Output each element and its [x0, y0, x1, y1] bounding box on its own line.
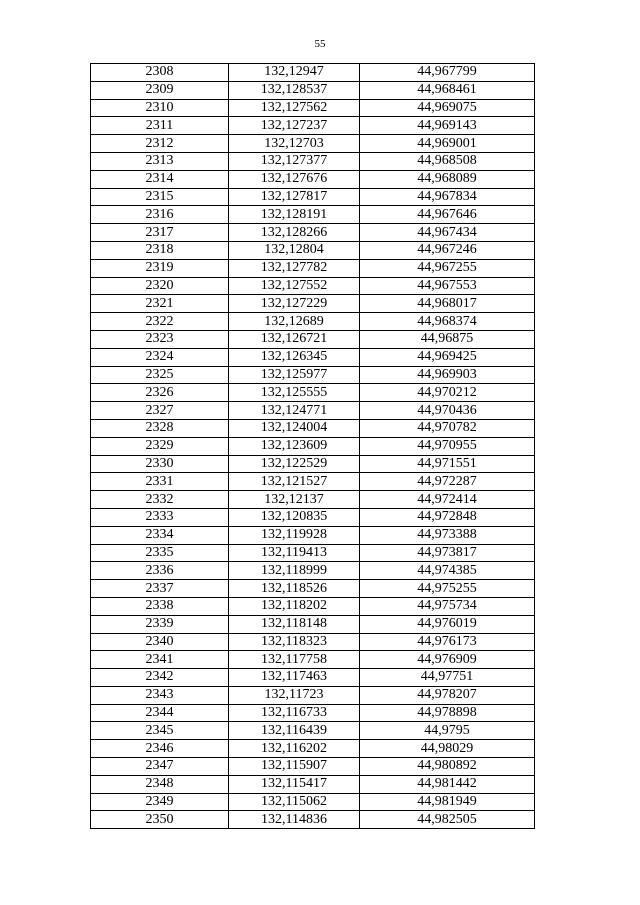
y-coordinate-cell: 44,970436 — [360, 402, 535, 420]
x-coordinate-cell: 132,12804 — [229, 241, 360, 259]
point-number-cell: 2313 — [91, 152, 229, 170]
point-number-cell: 2330 — [91, 455, 229, 473]
point-number-cell: 2337 — [91, 580, 229, 598]
point-number-cell: 2317 — [91, 224, 229, 242]
table-row — [91, 170, 535, 188]
table-row — [91, 562, 535, 580]
x-coordinate-cell: 132,127562 — [229, 99, 360, 117]
y-coordinate-cell: 44,96875 — [360, 330, 535, 348]
y-coordinate-cell: 44,970955 — [360, 437, 535, 455]
y-coordinate-cell: 44,98029 — [360, 740, 535, 758]
x-coordinate-cell: 132,127377 — [229, 152, 360, 170]
y-coordinate-cell: 44,976019 — [360, 615, 535, 633]
table-row — [91, 366, 535, 384]
point-number-cell: 2322 — [91, 313, 229, 331]
x-coordinate-cell: 132,116439 — [229, 722, 360, 740]
x-coordinate-cell: 132,12137 — [229, 491, 360, 509]
y-coordinate-cell: 44,978898 — [360, 704, 535, 722]
y-coordinate-cell: 44,971551 — [360, 455, 535, 473]
point-number-cell: 2348 — [91, 775, 229, 793]
x-coordinate-cell: 132,126345 — [229, 348, 360, 366]
y-coordinate-cell: 44,969425 — [360, 348, 535, 366]
table-row — [91, 811, 535, 829]
x-coordinate-cell: 132,118526 — [229, 580, 360, 598]
coordinates-table — [90, 63, 535, 829]
table-row — [91, 686, 535, 704]
x-coordinate-cell: 132,127817 — [229, 188, 360, 206]
table-row — [91, 313, 535, 331]
x-coordinate-cell: 132,125555 — [229, 384, 360, 402]
point-number-cell: 2332 — [91, 491, 229, 509]
point-number-cell: 2347 — [91, 758, 229, 776]
x-coordinate-cell: 132,124771 — [229, 402, 360, 420]
table-row — [91, 669, 535, 687]
table-row — [91, 455, 535, 473]
table-row — [91, 491, 535, 509]
table-row — [91, 259, 535, 277]
y-coordinate-cell: 44,976909 — [360, 651, 535, 669]
point-number-cell: 2341 — [91, 651, 229, 669]
x-coordinate-cell: 132,119928 — [229, 526, 360, 544]
y-coordinate-cell: 44,968017 — [360, 295, 535, 313]
table-row — [91, 348, 535, 366]
table-row — [91, 384, 535, 402]
y-coordinate-cell: 44,982505 — [360, 811, 535, 829]
x-coordinate-cell: 132,118202 — [229, 597, 360, 615]
table-row — [91, 740, 535, 758]
x-coordinate-cell: 132,116202 — [229, 740, 360, 758]
point-number-cell: 2310 — [91, 99, 229, 117]
table-row — [91, 508, 535, 526]
table-row — [91, 580, 535, 598]
table-row — [91, 437, 535, 455]
y-coordinate-cell: 44,967799 — [360, 64, 535, 82]
point-number-cell: 2329 — [91, 437, 229, 455]
point-number-cell: 2321 — [91, 295, 229, 313]
point-number-cell: 2315 — [91, 188, 229, 206]
page-number: 55 — [314, 38, 326, 50]
x-coordinate-cell: 132,12947 — [229, 64, 360, 82]
point-number-cell: 2339 — [91, 615, 229, 633]
x-coordinate-cell: 132,115907 — [229, 758, 360, 776]
y-coordinate-cell: 44,978207 — [360, 686, 535, 704]
point-number-cell: 2333 — [91, 508, 229, 526]
point-number-cell: 2326 — [91, 384, 229, 402]
table-row — [91, 188, 535, 206]
x-coordinate-cell: 132,117758 — [229, 651, 360, 669]
table-row — [91, 758, 535, 776]
table-row — [91, 206, 535, 224]
table-row — [91, 81, 535, 99]
table-row — [91, 99, 535, 117]
table-row — [91, 633, 535, 651]
point-number-cell: 2319 — [91, 259, 229, 277]
x-coordinate-cell: 132,128191 — [229, 206, 360, 224]
table-row — [91, 402, 535, 420]
x-coordinate-cell: 132,120835 — [229, 508, 360, 526]
x-coordinate-cell: 132,122529 — [229, 455, 360, 473]
y-coordinate-cell: 44,981442 — [360, 775, 535, 793]
point-number-cell: 2331 — [91, 473, 229, 491]
point-number-cell: 2325 — [91, 366, 229, 384]
y-coordinate-cell: 44,969143 — [360, 117, 535, 135]
y-coordinate-cell: 44,975734 — [360, 597, 535, 615]
y-coordinate-cell: 44,972287 — [360, 473, 535, 491]
table-row — [91, 64, 535, 82]
y-coordinate-cell: 44,967553 — [360, 277, 535, 295]
x-coordinate-cell: 132,115062 — [229, 793, 360, 811]
table-row — [91, 241, 535, 259]
y-coordinate-cell: 44,969075 — [360, 99, 535, 117]
y-coordinate-cell: 44,968508 — [360, 152, 535, 170]
point-number-cell: 2312 — [91, 135, 229, 153]
y-coordinate-cell: 44,967646 — [360, 206, 535, 224]
y-coordinate-cell: 44,972848 — [360, 508, 535, 526]
point-number-cell: 2327 — [91, 402, 229, 420]
x-coordinate-cell: 132,127229 — [229, 295, 360, 313]
point-number-cell: 2344 — [91, 704, 229, 722]
table-row — [91, 615, 535, 633]
point-number-cell: 2350 — [91, 811, 229, 829]
point-number-cell: 2323 — [91, 330, 229, 348]
y-coordinate-cell: 44,969903 — [360, 366, 535, 384]
x-coordinate-cell: 132,128537 — [229, 81, 360, 99]
y-coordinate-cell: 44,9795 — [360, 722, 535, 740]
x-coordinate-cell: 132,127676 — [229, 170, 360, 188]
point-number-cell: 2318 — [91, 241, 229, 259]
table-row — [91, 295, 535, 313]
y-coordinate-cell: 44,972414 — [360, 491, 535, 509]
x-coordinate-cell: 132,125977 — [229, 366, 360, 384]
point-number-cell: 2320 — [91, 277, 229, 295]
x-coordinate-cell: 132,117463 — [229, 669, 360, 687]
y-coordinate-cell: 44,967255 — [360, 259, 535, 277]
table-row — [91, 544, 535, 562]
x-coordinate-cell: 132,127552 — [229, 277, 360, 295]
point-number-cell: 2336 — [91, 562, 229, 580]
table-row — [91, 135, 535, 153]
table-row — [91, 224, 535, 242]
y-coordinate-cell: 44,973817 — [360, 544, 535, 562]
table-row — [91, 597, 535, 615]
y-coordinate-cell: 44,973388 — [360, 526, 535, 544]
table-row — [91, 722, 535, 740]
x-coordinate-cell: 132,114836 — [229, 811, 360, 829]
point-number-cell: 2343 — [91, 686, 229, 704]
y-coordinate-cell: 44,968374 — [360, 313, 535, 331]
table-row — [91, 793, 535, 811]
table-row — [91, 330, 535, 348]
x-coordinate-cell: 132,12703 — [229, 135, 360, 153]
coordinates-table-body — [91, 64, 535, 829]
x-coordinate-cell: 132,118323 — [229, 633, 360, 651]
point-number-cell: 2340 — [91, 633, 229, 651]
x-coordinate-cell: 132,127237 — [229, 117, 360, 135]
y-coordinate-cell: 44,975255 — [360, 580, 535, 598]
y-coordinate-cell: 44,969001 — [360, 135, 535, 153]
x-coordinate-cell: 132,123609 — [229, 437, 360, 455]
table-row — [91, 152, 535, 170]
y-coordinate-cell: 44,970782 — [360, 419, 535, 437]
y-coordinate-cell: 44,980892 — [360, 758, 535, 776]
point-number-cell: 2308 — [91, 64, 229, 82]
table-row — [91, 277, 535, 295]
y-coordinate-cell: 44,970212 — [360, 384, 535, 402]
point-number-cell: 2328 — [91, 419, 229, 437]
x-coordinate-cell: 132,118999 — [229, 562, 360, 580]
y-coordinate-cell: 44,967834 — [360, 188, 535, 206]
x-coordinate-cell: 132,124004 — [229, 419, 360, 437]
point-number-cell: 2338 — [91, 597, 229, 615]
point-number-cell: 2324 — [91, 348, 229, 366]
table-row — [91, 775, 535, 793]
table-row — [91, 117, 535, 135]
y-coordinate-cell: 44,97751 — [360, 669, 535, 687]
table-row — [91, 651, 535, 669]
point-number-cell: 2346 — [91, 740, 229, 758]
point-number-cell: 2314 — [91, 170, 229, 188]
x-coordinate-cell: 132,12689 — [229, 313, 360, 331]
point-number-cell: 2345 — [91, 722, 229, 740]
table-row — [91, 704, 535, 722]
x-coordinate-cell: 132,115417 — [229, 775, 360, 793]
table-row — [91, 526, 535, 544]
y-coordinate-cell: 44,968089 — [360, 170, 535, 188]
x-coordinate-cell: 132,11723 — [229, 686, 360, 704]
point-number-cell: 2342 — [91, 669, 229, 687]
y-coordinate-cell: 44,967434 — [360, 224, 535, 242]
x-coordinate-cell: 132,116733 — [229, 704, 360, 722]
y-coordinate-cell: 44,967246 — [360, 241, 535, 259]
y-coordinate-cell: 44,981949 — [360, 793, 535, 811]
table-row — [91, 473, 535, 491]
table-row — [91, 419, 535, 437]
x-coordinate-cell: 132,119413 — [229, 544, 360, 562]
x-coordinate-cell: 132,121527 — [229, 473, 360, 491]
point-number-cell: 2335 — [91, 544, 229, 562]
y-coordinate-cell: 44,968461 — [360, 81, 535, 99]
y-coordinate-cell: 44,974385 — [360, 562, 535, 580]
x-coordinate-cell: 132,127782 — [229, 259, 360, 277]
point-number-cell: 2316 — [91, 206, 229, 224]
point-number-cell: 2311 — [91, 117, 229, 135]
point-number-cell: 2349 — [91, 793, 229, 811]
y-coordinate-cell: 44,976173 — [360, 633, 535, 651]
point-number-cell: 2309 — [91, 81, 229, 99]
x-coordinate-cell: 132,126721 — [229, 330, 360, 348]
x-coordinate-cell: 132,128266 — [229, 224, 360, 242]
point-number-cell: 2334 — [91, 526, 229, 544]
x-coordinate-cell: 132,118148 — [229, 615, 360, 633]
